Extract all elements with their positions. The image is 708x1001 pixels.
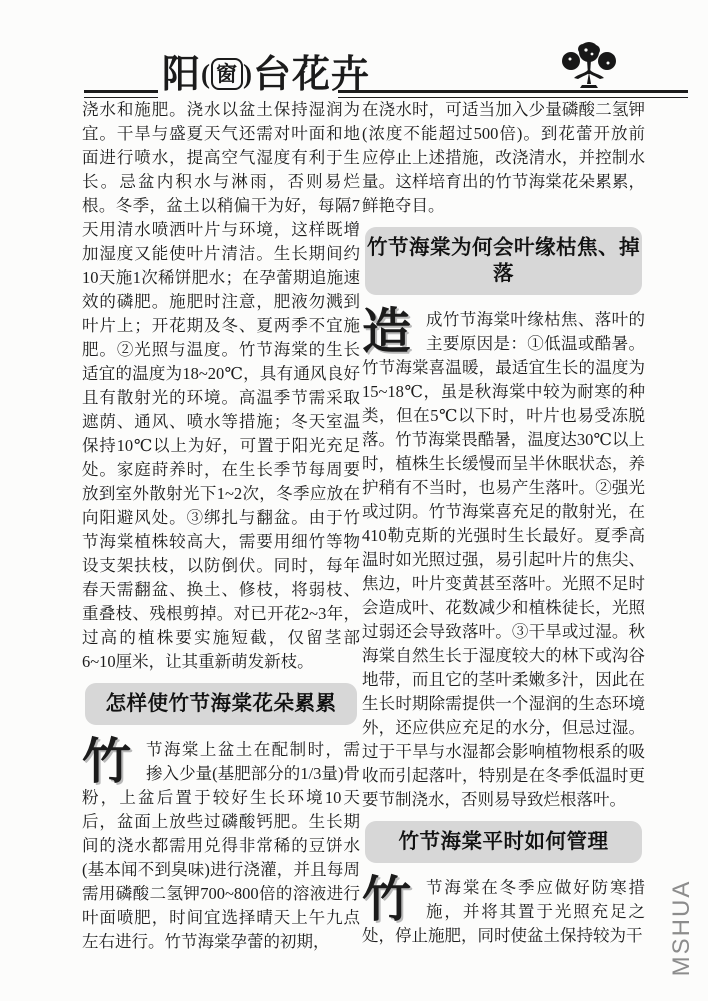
right-continuation-paragraph: 在浇水时，可适当加入少量磷酸二氢钾(浓度不能超过500倍)。到花蕾开放前应停止上述措施，改浇清水，并控制水量。这样培育出的竹节海棠花朵累累，鲜艳夺目。: [362, 100, 645, 215]
section-heading-daily-care: 竹节海棠平时如何管理: [365, 821, 642, 863]
left-continuation-paragraph: 浇水和施肥。浇水以盆土保持湿润为宜。干旱与盛夏天气还需对叶面和地面进行喷水，提高空气湿度有利于生长。忌盆内积水与淋雨，否则易烂根。冬季，盆土以稍偏干为好，每隔7天用清水喷洒叶片与环境，这样既增加湿度又能使叶片清洁。生长期间约10天施1次稀饼肥水；在孕蕾期追施速效的磷肥。施肥时注意，肥液勿溅到叶片上；开花期及冬、夏两季不宜施肥。②光照与温度。竹节海棠的生长适宜的温度为18~20℃，具有通风良好且有散射光的环境。高温季节需采取遮荫、通风、喷水等措施；冬天室温保持10℃以上为好，可置于阳光充足处。家庭莳养时，在生长季节每周要放到室外散射光下1~2次，冬季应放在向阳避风处。③绑扎与翻盆。由于竹节海棠植株较高大，需要用细竹等物设支架扶枝，以防倒伏。同时，每年春天需翻盆、换土、修枝，将弱枝、重叠枝、残根剪掉。对已开花2~3年，过高的植株要实施短截，仅留茎部6~10厘米，让其重新萌发新枝。: [82, 100, 360, 671]
left-column: [82, 98, 360, 954]
flower-ornament-icon: [558, 40, 620, 97]
title-paren-close: ): [243, 59, 254, 89]
section-heading-flowers: 怎样使竹节海棠花朵累累: [85, 683, 357, 725]
masthead-rule-right: [338, 90, 688, 98]
title-rest: 台花卉: [253, 54, 371, 96]
masthead-rule-left: [84, 90, 158, 98]
right-article-paragraph-1: [362, 304, 645, 812]
right-article-text-2: 节海棠在冬季应做好防寒措施，并将其置于光照充足之处，停止施肥，同时使盆土保持较为干: [362, 878, 645, 945]
dropcap-zhu-1: 竹: [82, 734, 132, 789]
page-title: [162, 52, 371, 97]
right-column: [362, 98, 645, 948]
title-paren-open: (: [201, 59, 212, 89]
dropcap-zao: 造: [362, 304, 412, 359]
left-article-text: 节海棠上盆土在配制时，需掺入少量(基肥部分的1/3量)骨粉，上盆后置于较好生长环境10天后，盆面上放些过磷酸钙肥。生长期间的浇水都需用兑得非常稀的豆饼水(基本闻不到臭味)进行浇灌，并且每周需用磷酸二氢钾700~800倍的溶液进行叶面喷肥，时间宜选择晴天上午九点左右进行。竹节海棠孕蕾的初期，: [82, 740, 360, 951]
watermark: MSHUA: [668, 879, 695, 977]
title-char-yang: 阳: [162, 54, 202, 96]
title-window-char: 窗: [211, 58, 243, 90]
right-article-paragraph-2: [362, 872, 645, 948]
left-article-paragraph: [82, 734, 360, 954]
dropcap-zhu-2: 竹: [362, 872, 412, 927]
right-article-text-1: 成竹节海棠叶缘枯焦、落叶的主要原因是：①低温或酷暑。竹节海棠喜温暖，最适宜生长的温度为15~18℃，虽是秋海棠中较为耐寒的种类，但在5℃以下时，叶片也易受冻脱落。竹节海棠畏酷暑，温度达30℃以上时，植株生长缓慢而呈半休眠状态，养护稍有不当时，也易产生落叶。②强光或过阴。竹节海棠喜充足的散射光，在410勒克斯的光强时生长最好。夏季高温时如光照过强，易引起叶片的焦尖、焦边，叶片变黄甚至落叶。光照不足时会造成叶、花数减少和植株徒长，光照过弱还会导致落叶。③干旱或过湿。秋海棠自然生长于湿度较大的林下或沟谷地带，而且它的茎叶柔嫩多汁，因此在生长时期除需提供一个湿润的生态环境外，还应供应充足的水分，但忌过湿。过于干旱与水湿都会影响植物根系的吸收而引起落叶，特别是在冬季低温时更要节制浇水，否则易导致烂根落叶。: [362, 310, 645, 809]
masthead: [0, 0, 708, 100]
section-heading-leaf-scorch: 竹节海棠为何会叶缘枯焦、掉落: [365, 227, 642, 295]
